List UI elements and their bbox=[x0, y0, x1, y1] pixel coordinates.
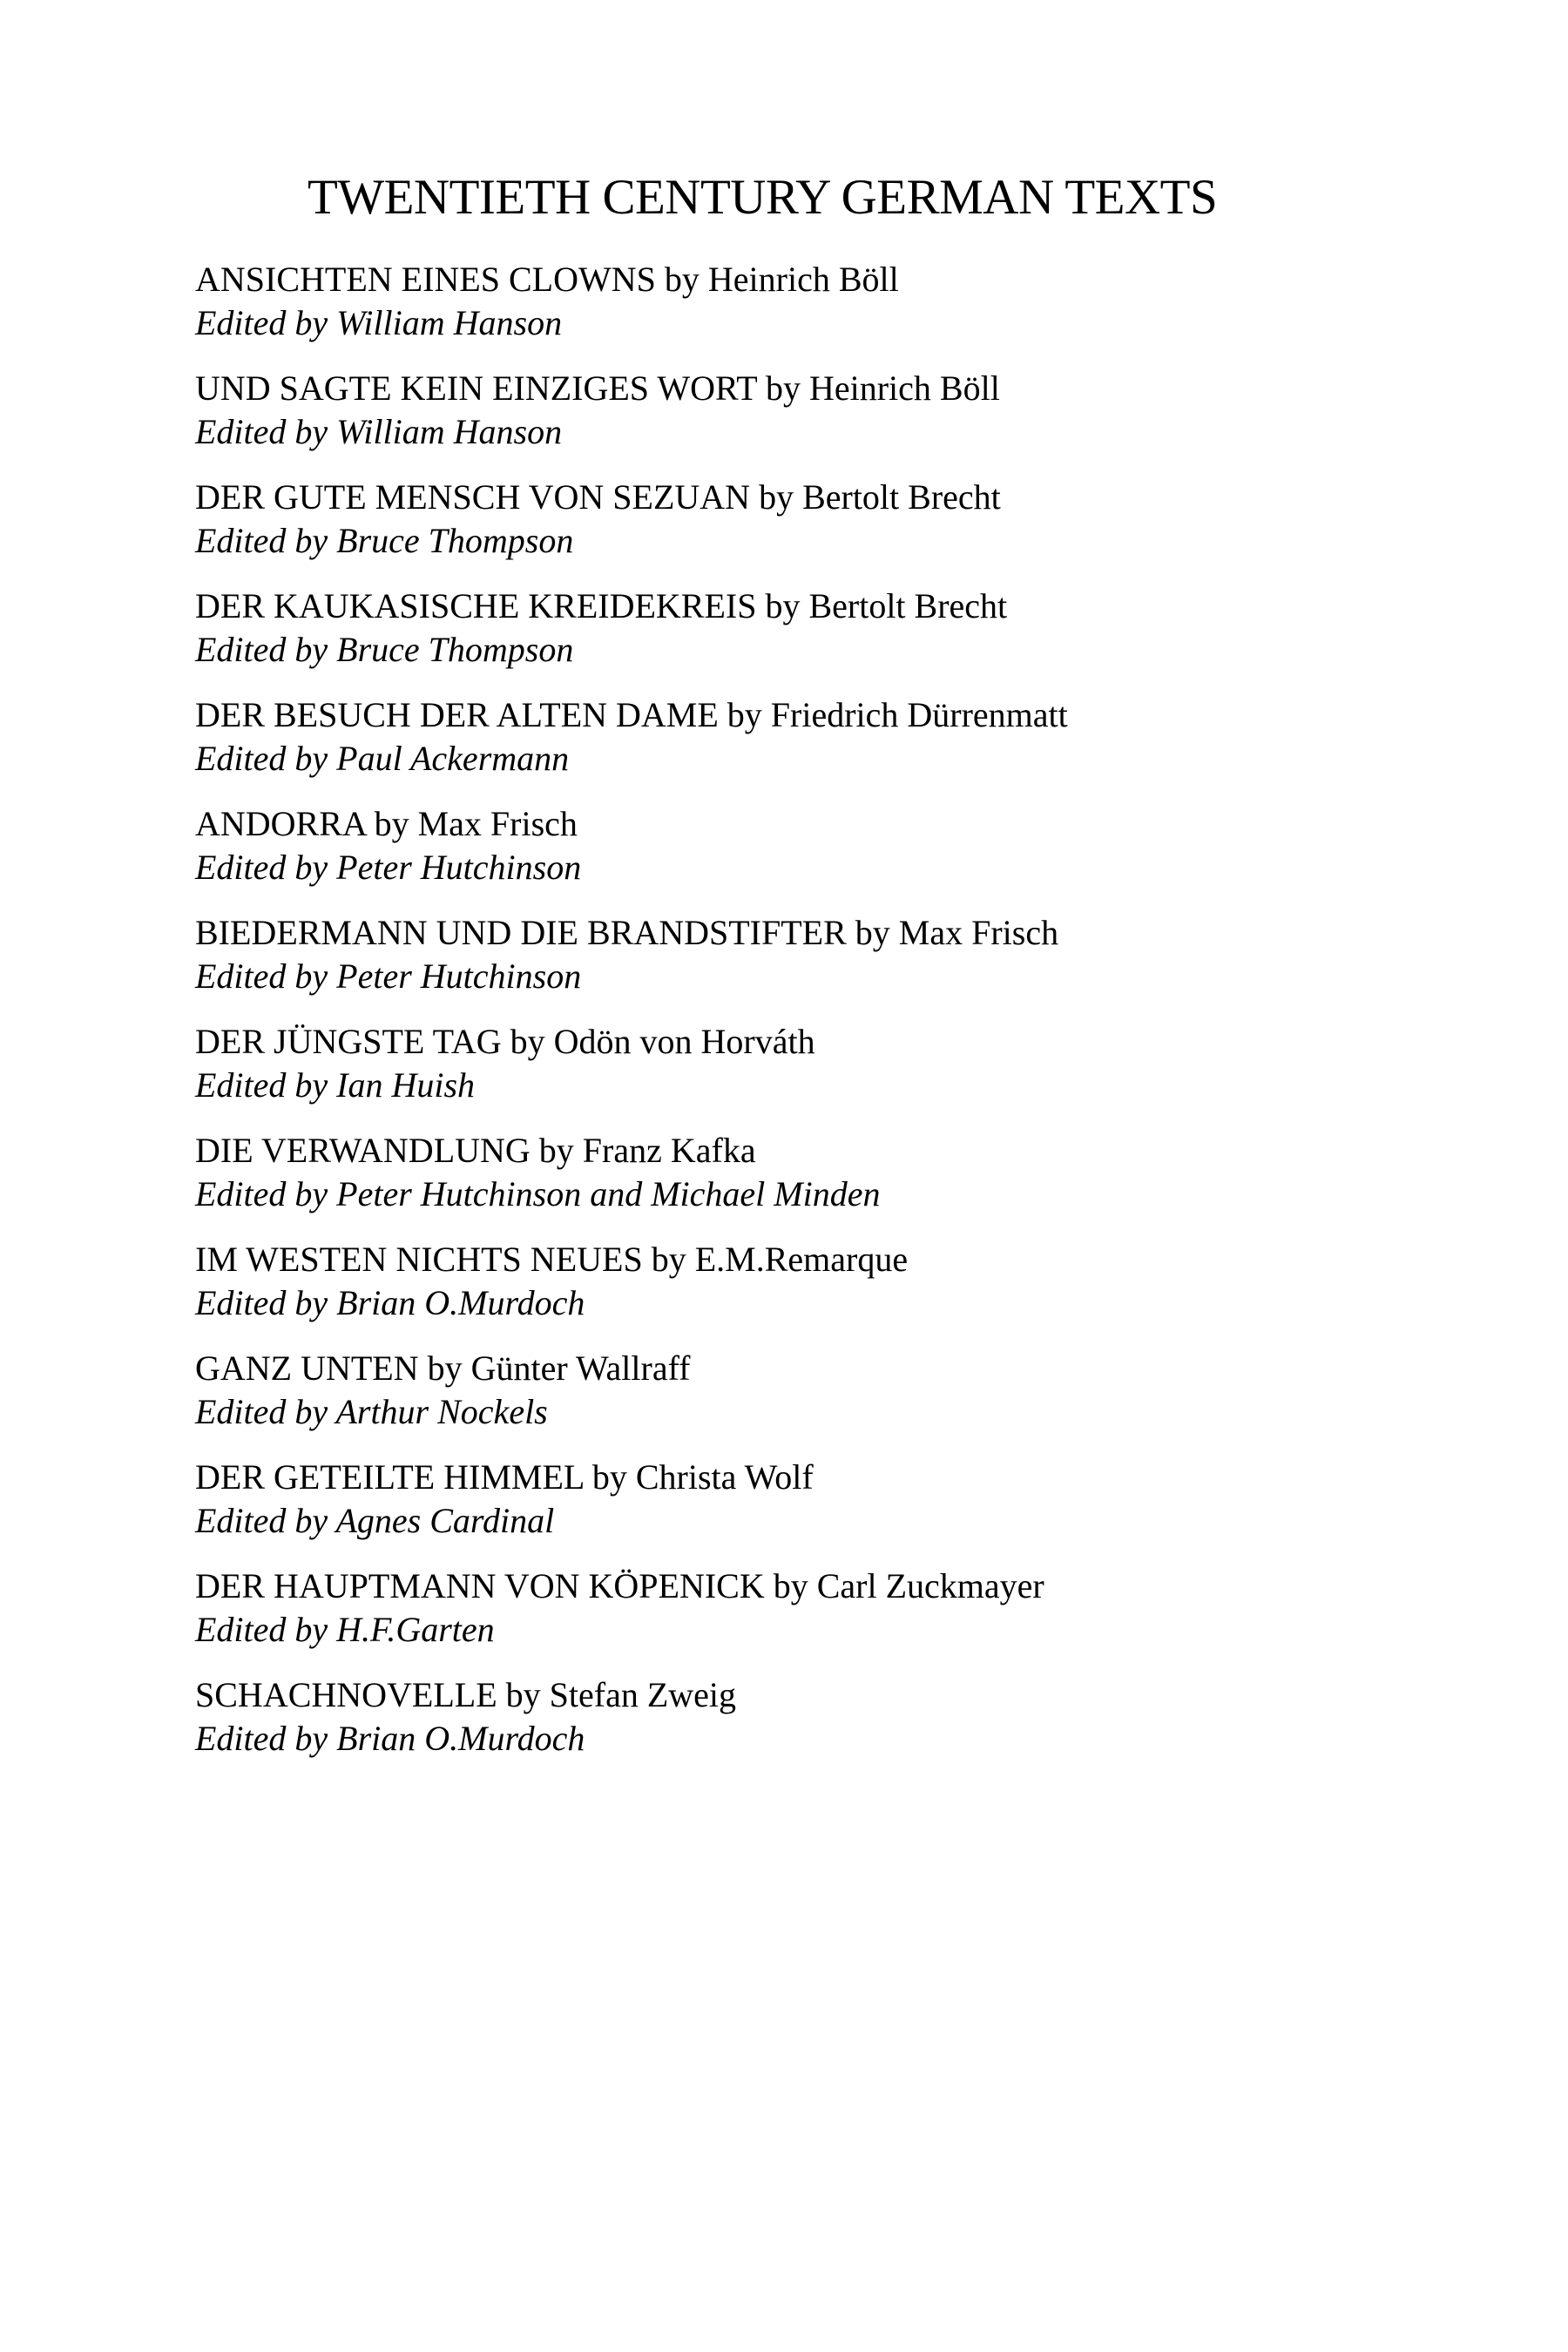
book-entry bbox=[195, 1673, 1415, 1782]
by-word: by bbox=[651, 1240, 686, 1279]
book-entry bbox=[195, 1129, 1415, 1238]
book-title: SCHACHNOVELLE bbox=[195, 1675, 497, 1714]
book-editor: Edited by Bruce Thompson bbox=[195, 521, 574, 560]
book-author: Max Frisch bbox=[898, 913, 1059, 952]
book-editor: Edited by Peter Hutchinson bbox=[195, 848, 582, 887]
book-entry bbox=[195, 1238, 1415, 1347]
book-author: E.M.Remarque bbox=[694, 1240, 909, 1279]
book-title: DER BESUCH DER ALTEN DAME bbox=[195, 695, 719, 734]
book-title: IM WESTEN NICHTS NEUES bbox=[195, 1240, 643, 1279]
book-entry bbox=[195, 1020, 1415, 1129]
book-title-line bbox=[195, 911, 1415, 955]
by-word: by bbox=[538, 1131, 574, 1170]
book-title-line bbox=[195, 802, 1415, 846]
book-author: Bertolt Brecht bbox=[808, 586, 1008, 625]
book-title-line bbox=[195, 367, 1415, 410]
by-word: by bbox=[374, 804, 409, 843]
by-word: by bbox=[773, 1566, 808, 1605]
book-entry bbox=[195, 367, 1415, 476]
book-title-line bbox=[195, 1456, 1415, 1499]
book-title-line bbox=[195, 1565, 1415, 1608]
book-author: Heinrich Böll bbox=[707, 260, 899, 299]
book-editor: Edited by Agnes Cardinal bbox=[195, 1501, 555, 1540]
book-editor: Edited by William Hanson bbox=[195, 303, 563, 342]
by-word: by bbox=[591, 1457, 627, 1497]
book-author: Stefan Zweig bbox=[549, 1675, 737, 1714]
book-title: ANSICHTEN EINES CLOWNS bbox=[195, 260, 656, 299]
book-entry bbox=[195, 585, 1415, 693]
book-editor: Edited by Ian Huish bbox=[195, 1065, 476, 1105]
by-word: by bbox=[427, 1348, 463, 1388]
by-word: by bbox=[664, 260, 700, 299]
book-author: Christa Wolf bbox=[635, 1457, 814, 1497]
book-title: ANDORRA bbox=[195, 804, 366, 843]
book-title-line bbox=[195, 1129, 1415, 1173]
book-title-line bbox=[195, 1020, 1415, 1064]
book-entry bbox=[195, 693, 1415, 802]
book-author: Günter Wallraff bbox=[470, 1348, 691, 1388]
book-editor: Edited by Paul Ackermann bbox=[195, 739, 570, 778]
book-title: DER GUTE MENSCH VON SEZUAN bbox=[195, 477, 751, 517]
book-title: GANZ UNTEN bbox=[195, 1348, 419, 1388]
book-entry bbox=[195, 258, 1415, 367]
series-title: TWENTIETH CENTURY GERMAN TEXTS bbox=[308, 170, 1218, 225]
book-title-line bbox=[195, 585, 1415, 628]
book-title: DER GETEILTE HIMMEL bbox=[195, 1457, 584, 1497]
book-author: Franz Kafka bbox=[582, 1131, 756, 1170]
book-author: Friedrich Dürrenmatt bbox=[770, 695, 1068, 734]
book-entry bbox=[195, 1456, 1415, 1565]
by-word: by bbox=[727, 695, 762, 734]
by-word: by bbox=[759, 477, 794, 517]
book-editor: Edited by Arthur Nockels bbox=[195, 1392, 548, 1431]
book-entry bbox=[195, 911, 1415, 1020]
book-title: BIEDERMANN UND DIE BRANDSTIFTER bbox=[195, 913, 847, 952]
book-editor: Edited by Brian O.Murdoch bbox=[195, 1719, 585, 1758]
book-author: Carl Zuckmayer bbox=[816, 1566, 1044, 1605]
book-author: Heinrich Böll bbox=[808, 368, 1000, 408]
book-author: Max Frisch bbox=[417, 804, 578, 843]
book-title-line bbox=[195, 1238, 1415, 1281]
book-title-line bbox=[195, 1347, 1415, 1390]
book-editor: Edited by Brian O.Murdoch bbox=[195, 1283, 585, 1322]
by-word: by bbox=[765, 368, 801, 408]
book-entry bbox=[195, 802, 1415, 911]
by-word: by bbox=[765, 586, 801, 625]
book-title: DIE VERWANDLUNG bbox=[195, 1131, 531, 1170]
book-title-line bbox=[195, 258, 1415, 301]
book-title-line bbox=[195, 693, 1415, 737]
book-editor: Edited by Peter Hutchinson and Michael Minden bbox=[195, 1174, 881, 1213]
by-word: by bbox=[505, 1675, 541, 1714]
book-title: UND SAGTE KEIN EINZIGES WORT bbox=[195, 368, 757, 408]
book-author: Bertolt Brecht bbox=[802, 477, 1001, 517]
book-entry bbox=[195, 1565, 1415, 1673]
book-title-line bbox=[195, 1673, 1415, 1717]
book-title: DER JÜNGSTE TAG bbox=[195, 1022, 502, 1061]
book-editor: Edited by H.F.Garten bbox=[195, 1610, 495, 1649]
book-title: DER KAUKASISCHE KREIDEKREIS bbox=[195, 586, 757, 625]
book-editor: Edited by Peter Hutchinson bbox=[195, 956, 582, 996]
book-title: DER HAUPTMANN VON KÖPENICK bbox=[195, 1566, 765, 1605]
book-editor: Edited by Bruce Thompson bbox=[195, 630, 574, 669]
book-list bbox=[195, 258, 1415, 1782]
book-entry bbox=[195, 476, 1415, 585]
book-editor: Edited by William Hanson bbox=[195, 412, 563, 451]
book-title-line bbox=[195, 476, 1415, 519]
by-word: by bbox=[855, 913, 890, 952]
book-author: Odön von Horváth bbox=[553, 1022, 815, 1061]
by-word: by bbox=[510, 1022, 545, 1061]
book-entry bbox=[195, 1347, 1415, 1456]
